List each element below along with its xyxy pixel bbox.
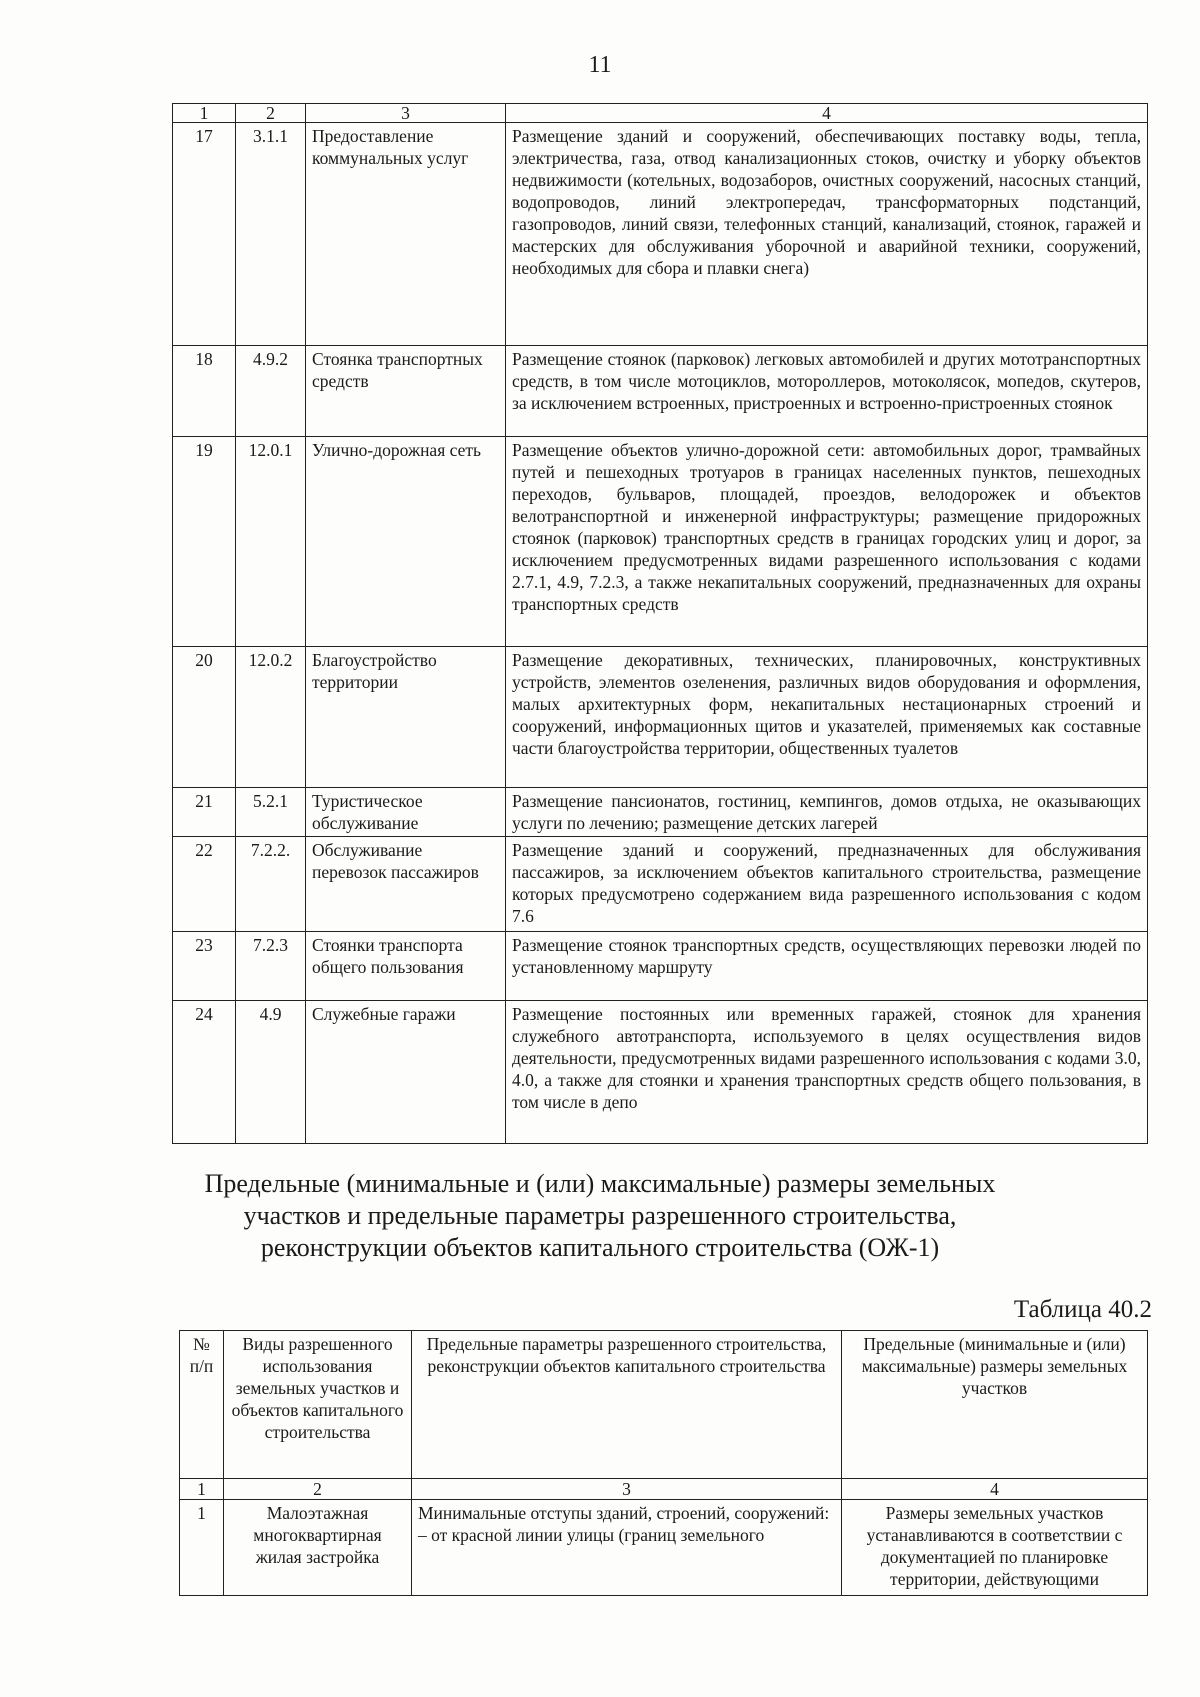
row-number: 17 xyxy=(173,123,236,346)
column-number-4: 4 xyxy=(842,1479,1148,1500)
use-code: 12.0.2 xyxy=(236,647,306,788)
limits-table xyxy=(179,1330,1148,1596)
use-code: 5.2.1 xyxy=(236,788,306,837)
row-number: 23 xyxy=(173,932,236,1001)
use-name: Предоставление коммунальных услуг xyxy=(306,123,506,346)
use-code: 12.0.1 xyxy=(236,437,306,647)
table-row xyxy=(173,1001,1148,1144)
column-number-2: 2 xyxy=(236,104,306,123)
use-name: Стоянки транспорта общего пользования xyxy=(306,932,506,1001)
parameters-text: Минимальные отступы зданий, строений, сооружений: xyxy=(418,1503,830,1523)
use-code: 4.9.2 xyxy=(236,346,306,437)
column-number-1: 1 xyxy=(173,104,236,123)
land-use-table xyxy=(172,103,1148,1144)
table-row xyxy=(173,437,1148,647)
row-number: 21 xyxy=(173,788,236,837)
heading-line: Предельные (минимальные и (или) максимальные) размеры земельных xyxy=(204,1169,996,1198)
column-number-2: 2 xyxy=(224,1479,412,1500)
table-row xyxy=(173,788,1148,837)
section-heading xyxy=(0,1168,1200,1264)
use-name: Обслуживание перевозок пассажиров xyxy=(306,837,506,932)
use-name: Улично-дорожная сеть xyxy=(306,437,506,647)
use-code: 7.2.2. xyxy=(236,837,306,932)
use-description: Размещение зданий и сооружений, обеспечивающих поставку воды, тепла, электричества, газа, отвод канализационных стоков, очистку и уборку объектов недвижимости (котельных, водозаборов, очистных сооружений, насосных станций, водопроводов, линий электропередач, трансформаторных подстанций, газопроводов, линий связи, телефонных станций, канализаций, стоянок, гаражей и мастерских для обслуживания уборочной и аварийной техники, сооружений, необходимых для сбора и плавки снега) xyxy=(506,123,1148,346)
use-code: 4.9 xyxy=(236,1001,306,1144)
table-row xyxy=(173,932,1148,1001)
use-description: Размещение декоративных, технических, планировочных, конструктивных устройств, элементов озеленения, различных видов оборудования и оформления, малых архитектурных форм, некапитальных нестационарных строений и сооружений, информационных щитов и указателей, применяемых как составные части благоустройства территории, общественных туалетов xyxy=(506,647,1148,788)
row-number: 24 xyxy=(173,1001,236,1144)
use-type: Малоэтажная многоквартирная жилая застройка xyxy=(224,1500,412,1596)
table-header-row xyxy=(180,1331,1148,1479)
use-description: Размещение объектов улично-дорожной сети: автомобильных дорог, трамвайных путей и пешеходных тротуаров в границах населенных пунктов, пешеходных переходов, бульваров, площадей, проездов, велодорожек и объектов велотранспортной и инженерной инфраструктуры; размещение придорожных стоянок (парковок) транспортных средств в границах городских улиц и дорог, за исключением предусмотренных видами разрешенного использования с кодами 2.7.1, 4.9, 7.2.3, а также некапитальных сооружений, предназначенных для охраны транспортных средств xyxy=(506,437,1148,647)
column-number-1: 1 xyxy=(180,1479,224,1500)
row-number: 19 xyxy=(173,437,236,647)
column-number-4: 4 xyxy=(506,104,1148,123)
use-name: Стоянка транспортных средств xyxy=(306,346,506,437)
use-description: Размещение постоянных или временных гаражей, стоянок для хранения служебного автотранспорта, используемого в целях осуществления видов деятельности, предусмотренных видами разрешенного использования с кодами 3.0, 4.0, а также для стоянки и хранения транспортных средств общего пользования, в том числе в депо xyxy=(506,1001,1148,1144)
table-row xyxy=(173,647,1148,788)
column-numbers-row xyxy=(180,1479,1148,1500)
row-number: 1 xyxy=(180,1500,224,1596)
table-row xyxy=(173,837,1148,932)
header-use-type: Виды разрешенного использования земельных участков и объектов капитального строительства xyxy=(224,1331,412,1479)
column-number-3: 3 xyxy=(306,104,506,123)
use-description: Размещение стоянок (парковок) легковых автомобилей и других мототранспортных средств, в том числе мотоциклов, мотороллеров, мотоколясок, мопедов, скутеров, за исключением встроенных, пристроенных и встроенно-пристроенных стоянок xyxy=(506,346,1148,437)
heading-line: реконструкции объектов капитального строительства (ОЖ-1) xyxy=(260,1233,940,1262)
use-name: Благоустройство территории xyxy=(306,647,506,788)
table-header-row xyxy=(173,104,1148,123)
parameters-text: – от красной линии улицы (границ земельного xyxy=(418,1525,765,1545)
use-name: Служебные гаражи xyxy=(306,1001,506,1144)
use-description: Размещение пансионатов, гостиниц, кемпингов, домов отдыха, не оказывающих услуги по лечению; размещение детских лагерей xyxy=(506,788,1148,837)
table-row xyxy=(173,123,1148,346)
page-number: 11 xyxy=(588,52,612,78)
heading-line: участков и предельные параметры разрешенного строительства, xyxy=(243,1201,957,1230)
use-code: 7.2.3 xyxy=(236,932,306,1001)
use-name: Туристическое обслуживание xyxy=(306,788,506,837)
row-number: 20 xyxy=(173,647,236,788)
row-number: 22 xyxy=(173,837,236,932)
use-description: Размещение зданий и сооружений, предназначенных для обслуживания пассажиров, за исключением объектов капитального строительства, размещение которых предусмотрено содержанием вида разрешенного использования с кодом 7.6 xyxy=(506,837,1148,932)
use-code: 3.1.1 xyxy=(236,123,306,346)
column-number-3: 3 xyxy=(412,1479,842,1500)
parameters-cell xyxy=(412,1500,842,1596)
table-row xyxy=(173,346,1148,437)
table-row xyxy=(180,1500,1148,1596)
header-parameters: Предельные параметры разрешенного строительства, реконструкции объектов капитального строительства xyxy=(412,1331,842,1479)
plot-sizes: Размеры земельных участков устанавливаются в соответствии с документацией по планировке территории, действующими xyxy=(842,1500,1148,1596)
header-number: № п/п xyxy=(180,1331,224,1479)
table-label: Таблица 40.2 xyxy=(1013,1296,1152,1323)
use-description: Размещение стоянок транспортных средств, осуществляющих перевозки людей по установленному маршруту xyxy=(506,932,1148,1001)
row-number: 18 xyxy=(173,346,236,437)
header-plot-sizes: Предельные (минимальные и (или) максимальные) размеры земельных участков xyxy=(842,1331,1148,1479)
